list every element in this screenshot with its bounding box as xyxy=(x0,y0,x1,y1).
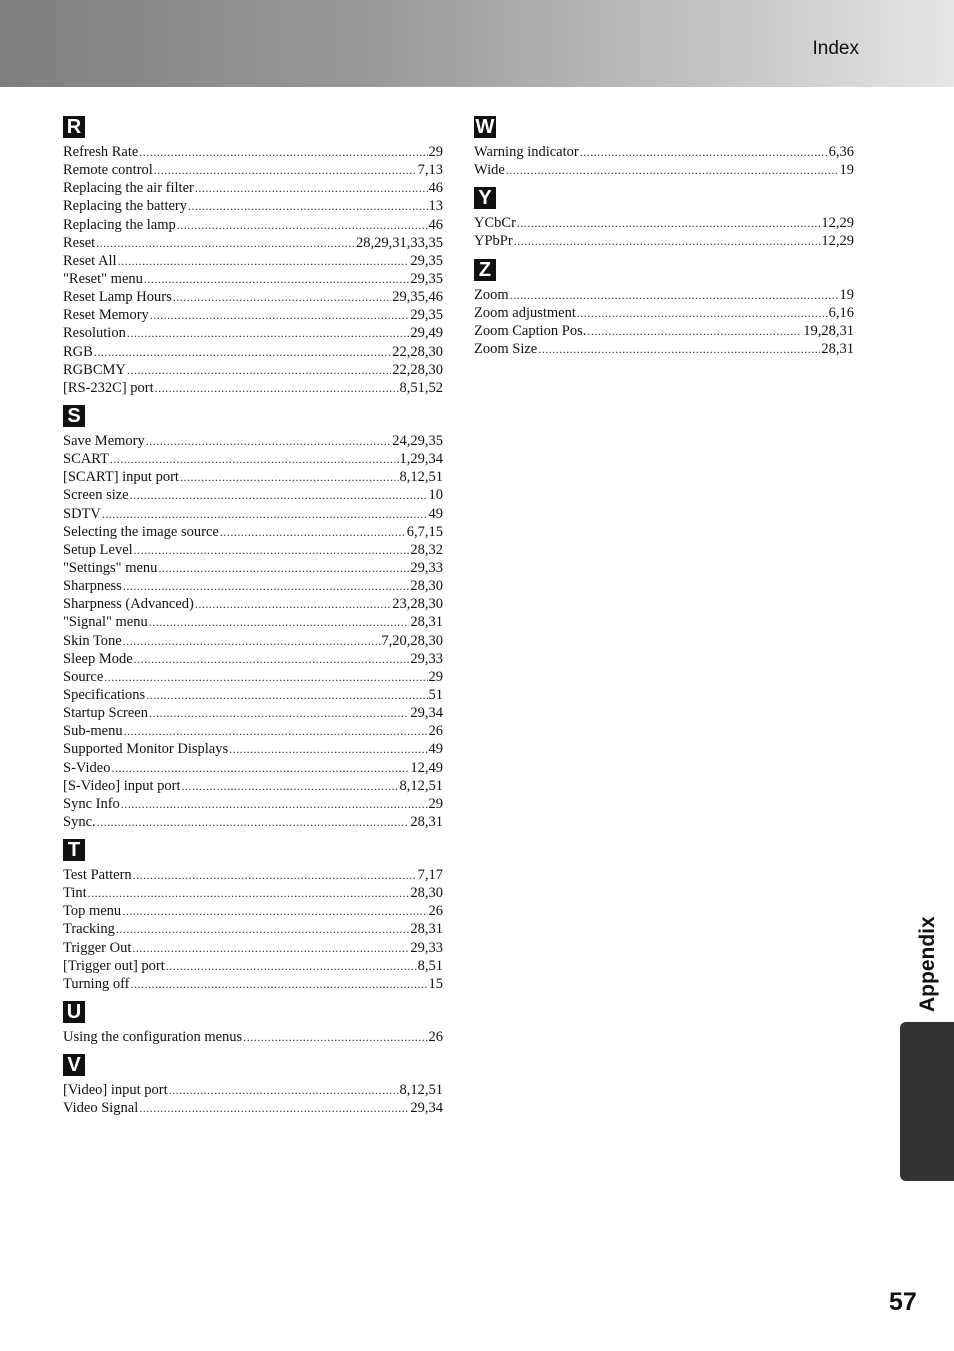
entry-pages: 28,32 xyxy=(410,541,443,558)
index-entry xyxy=(474,304,854,322)
entry-term: YPbPr xyxy=(474,233,513,250)
entry-term: Sub-menu xyxy=(63,723,123,740)
index-entry xyxy=(63,722,443,740)
entry-term: Reset Memory xyxy=(63,307,149,324)
entry-pages: 28,31 xyxy=(821,340,854,357)
entry-term: Replacing the lamp xyxy=(63,216,176,233)
entry-pages: 29,49 xyxy=(410,325,443,342)
section-letter: U xyxy=(63,1001,85,1023)
entry-pages: 29,35 xyxy=(410,252,443,269)
entry-term: [Video] input port xyxy=(63,1082,168,1099)
entry-pages: 1,29,34 xyxy=(399,451,443,468)
dot-leader xyxy=(169,1081,399,1099)
entry-term: Replacing the battery xyxy=(63,198,188,215)
dot-leader xyxy=(133,866,417,884)
index-entry xyxy=(474,340,854,358)
entry-list xyxy=(474,286,854,359)
entry-term: Source xyxy=(63,668,104,685)
index-entry xyxy=(63,595,443,613)
dot-leader xyxy=(88,884,410,902)
index-entry xyxy=(63,523,443,541)
entry-term: Top menu xyxy=(63,903,122,920)
index-entry xyxy=(63,777,443,795)
index-entry xyxy=(63,234,443,252)
entry-pages: 13 xyxy=(428,198,443,215)
index-column-left xyxy=(63,116,443,1125)
index-entry xyxy=(63,197,443,215)
index-entry xyxy=(63,902,443,920)
entry-pages: 29,35,46 xyxy=(392,289,443,306)
index-entry xyxy=(63,613,443,631)
entry-pages: 49 xyxy=(428,741,443,758)
dot-leader xyxy=(122,902,427,920)
dot-leader xyxy=(243,1028,427,1046)
dot-leader xyxy=(127,324,410,342)
dot-leader xyxy=(121,795,428,813)
index-entry xyxy=(63,795,443,813)
dot-leader xyxy=(146,686,427,704)
entry-term: [RS-232C] port xyxy=(63,379,154,396)
entry-pages: 29 xyxy=(428,795,443,812)
appendix-tab xyxy=(900,1022,954,1181)
dot-leader xyxy=(146,432,392,450)
entry-pages: 26 xyxy=(428,723,443,740)
entry-term: Specifications xyxy=(63,686,146,703)
entry-term: Zoom Size xyxy=(474,340,538,357)
section-letter: S xyxy=(63,405,85,427)
index-entry xyxy=(63,975,443,993)
entry-term: Selecting the image source xyxy=(63,523,219,540)
entry-term: Reset xyxy=(63,234,96,251)
appendix-label: Appendix xyxy=(916,916,939,1012)
section-letter: T xyxy=(63,839,85,861)
entry-term: Video Signal xyxy=(63,1100,139,1117)
dot-leader xyxy=(127,361,391,379)
index-entry xyxy=(474,143,854,161)
dot-leader xyxy=(229,740,427,758)
dot-leader xyxy=(517,214,820,232)
entry-term: SCART xyxy=(63,451,109,468)
index-entry xyxy=(63,143,443,161)
entry-list xyxy=(474,143,854,179)
dot-leader xyxy=(195,595,391,613)
entry-term: "Reset" menu xyxy=(63,270,143,287)
entry-term: [Trigger out] port xyxy=(63,957,165,974)
index-section-z xyxy=(474,259,854,359)
dot-leader xyxy=(134,541,410,559)
entry-pages: 6,7,15 xyxy=(406,523,443,540)
dot-leader xyxy=(94,343,391,361)
dot-leader xyxy=(220,523,406,541)
entry-pages: 29 xyxy=(428,668,443,685)
entry-term: Skin Tone xyxy=(63,632,122,649)
entry-term: Remote control xyxy=(63,162,153,179)
entry-term: Supported Monitor Displays xyxy=(63,741,229,758)
index-entry xyxy=(474,322,854,340)
entry-pages: 23,28,30 xyxy=(392,596,443,613)
entry-term: Replacing the air filter xyxy=(63,180,194,197)
dot-leader xyxy=(130,486,428,504)
dot-leader xyxy=(158,559,409,577)
section-letter: R xyxy=(63,116,85,138)
dot-leader xyxy=(506,161,839,179)
entry-term: Resolution xyxy=(63,325,126,342)
index-entry xyxy=(63,577,443,595)
index-entry xyxy=(63,270,443,288)
entry-pages: 8,12,51 xyxy=(399,777,443,794)
entry-pages: 6,16 xyxy=(828,304,854,321)
page-header-band xyxy=(0,0,954,87)
entry-term: Sharpness xyxy=(63,578,122,595)
entry-pages: 12,29 xyxy=(821,215,854,232)
index-section-v xyxy=(63,1054,443,1117)
entry-term: [S-Video] input port xyxy=(63,777,181,794)
index-column-right xyxy=(474,116,854,366)
index-entry xyxy=(63,450,443,468)
entry-pages: 8,51 xyxy=(417,957,443,974)
entry-pages: 28,30 xyxy=(410,578,443,595)
index-entry xyxy=(63,1081,443,1099)
dot-leader xyxy=(116,920,410,938)
entry-term: Turning off xyxy=(63,975,130,992)
index-section-u xyxy=(63,1001,443,1046)
entry-pages: 29 xyxy=(428,144,443,160)
dot-leader xyxy=(124,722,428,740)
dot-leader xyxy=(149,613,410,631)
dot-leader xyxy=(139,143,427,161)
entry-pages: 22,28,30 xyxy=(392,361,443,378)
entry-term: Save Memory xyxy=(63,432,145,449)
index-section-t xyxy=(63,839,443,993)
entry-pages: 22,28,30 xyxy=(392,343,443,360)
index-entry xyxy=(63,1099,443,1117)
entry-pages: 12,29 xyxy=(821,233,854,250)
index-entry xyxy=(63,432,443,450)
section-letter: Z xyxy=(474,259,496,281)
dot-leader xyxy=(149,704,409,722)
entry-pages: 19 xyxy=(839,162,854,179)
index-entry xyxy=(63,306,443,324)
entry-pages: 15 xyxy=(428,975,443,992)
section-letter: W xyxy=(475,116,495,138)
entry-pages: 8,51,52 xyxy=(399,379,443,396)
index-entry xyxy=(63,668,443,686)
dot-leader xyxy=(538,340,820,358)
entry-pages: 12,49 xyxy=(410,759,443,776)
entry-pages: 7,13 xyxy=(417,162,443,179)
index-entry xyxy=(63,650,443,668)
dot-leader xyxy=(587,322,802,340)
entry-pages: 7,17 xyxy=(417,867,443,884)
index-entry xyxy=(63,505,443,523)
index-entry xyxy=(63,361,443,379)
dot-leader xyxy=(102,505,428,523)
index-entry xyxy=(63,216,443,234)
entry-list xyxy=(63,1081,443,1117)
entry-pages: 29,35 xyxy=(410,307,443,324)
entry-term: SDTV xyxy=(63,505,101,522)
index-entry xyxy=(474,161,854,179)
entry-pages: 28,31 xyxy=(410,813,443,830)
entry-term: Setup Level xyxy=(63,541,133,558)
entry-term: Zoom xyxy=(474,286,509,303)
index-entry xyxy=(63,161,443,179)
index-entry xyxy=(63,866,443,884)
entry-list xyxy=(63,143,443,397)
index-entry xyxy=(63,813,443,831)
entry-term: Refresh Rate xyxy=(63,144,139,160)
dot-leader xyxy=(180,468,399,486)
entry-pages: 7,20,28,30 xyxy=(381,632,443,649)
dot-leader xyxy=(173,288,392,306)
entry-term: Reset Lamp Hours xyxy=(63,289,172,306)
entry-list xyxy=(63,866,443,993)
index-section-s xyxy=(63,405,443,831)
page-number: 57 xyxy=(889,1288,917,1316)
entry-pages: 26 xyxy=(428,903,443,920)
dot-leader xyxy=(580,143,828,161)
index-entry xyxy=(63,884,443,902)
dot-leader xyxy=(510,286,839,304)
index-entry xyxy=(63,686,443,704)
entry-pages: 46 xyxy=(428,180,443,197)
dot-leader xyxy=(104,668,427,686)
dot-leader xyxy=(514,232,821,250)
entry-pages: 24,29,35 xyxy=(392,432,443,449)
dot-leader xyxy=(182,777,399,795)
index-entry xyxy=(63,920,443,938)
index-entry xyxy=(63,632,443,650)
index-entry xyxy=(63,252,443,270)
dot-leader xyxy=(111,759,409,777)
index-entry xyxy=(63,1028,443,1046)
dot-leader xyxy=(118,252,410,270)
entry-term: Warning indicator xyxy=(474,144,579,160)
dot-leader xyxy=(123,632,381,650)
index-entry xyxy=(63,939,443,957)
section-letter: Y xyxy=(474,187,496,209)
dot-leader xyxy=(97,813,410,831)
index-entry xyxy=(63,379,443,397)
index-entry xyxy=(63,468,443,486)
entry-term: Wide xyxy=(474,162,505,179)
entry-term: Sharpness (Advanced) xyxy=(63,596,194,613)
index-entry xyxy=(63,288,443,306)
index-entry xyxy=(63,759,443,777)
entry-pages: 29,35 xyxy=(410,270,443,287)
dot-leader xyxy=(166,957,417,975)
index-entry xyxy=(63,541,443,559)
index-entry xyxy=(63,957,443,975)
entry-pages: 6,36 xyxy=(828,144,854,160)
entry-term: S-Video xyxy=(63,759,111,776)
entry-term: Sync. xyxy=(63,813,96,830)
entry-term: [SCART] input port xyxy=(63,469,179,486)
index-entry xyxy=(63,740,443,758)
index-entry xyxy=(63,559,443,577)
dot-leader xyxy=(144,270,409,288)
entry-term: Trigger Out xyxy=(63,939,132,956)
dot-leader xyxy=(139,1099,409,1117)
entry-pages: 51 xyxy=(428,686,443,703)
index-entry xyxy=(474,214,854,232)
entry-term: Reset All xyxy=(63,252,117,269)
entry-pages: 29,33 xyxy=(410,939,443,956)
entry-pages: 46 xyxy=(428,216,443,233)
dot-leader xyxy=(155,379,399,397)
entry-term: "Settings" menu xyxy=(63,559,158,576)
dot-leader xyxy=(188,197,427,215)
index-entry xyxy=(63,179,443,197)
entry-term: Tracking xyxy=(63,921,115,938)
entry-pages: 28,31 xyxy=(410,921,443,938)
dot-leader xyxy=(123,577,410,595)
entry-term: "Signal" menu xyxy=(63,614,148,631)
entry-pages: 28,31 xyxy=(410,614,443,631)
entry-term: Tint xyxy=(63,885,87,902)
entry-term: Zoom adjustment xyxy=(474,304,576,321)
entry-list xyxy=(474,214,854,250)
entry-pages: 8,12,51 xyxy=(399,469,443,486)
index-entry xyxy=(63,343,443,361)
dot-leader xyxy=(577,304,828,322)
entry-pages: 29,34 xyxy=(410,1100,443,1117)
entry-term: Test Pattern xyxy=(63,867,132,884)
section-letter: V xyxy=(63,1054,85,1076)
index-section-w xyxy=(474,116,854,179)
entry-pages: 10 xyxy=(428,487,443,504)
entry-list xyxy=(63,432,443,831)
entry-pages: 49 xyxy=(428,505,443,522)
dot-leader xyxy=(132,939,409,957)
entry-pages: 29,33 xyxy=(410,559,443,576)
entry-term: Startup Screen xyxy=(63,705,148,722)
entry-term: Zoom Caption Pos. xyxy=(474,322,587,339)
index-section-y xyxy=(474,187,854,250)
index-entry xyxy=(63,486,443,504)
dot-leader xyxy=(150,306,410,324)
dot-leader xyxy=(177,216,428,234)
index-entry xyxy=(63,704,443,722)
entry-term: Sleep Mode xyxy=(63,650,133,667)
entry-pages: 29,34 xyxy=(410,705,443,722)
dot-leader xyxy=(195,179,428,197)
entry-pages: 26 xyxy=(428,1029,443,1046)
entry-pages: 19 xyxy=(839,286,854,303)
entry-pages: 28,30 xyxy=(410,885,443,902)
entry-term: Screen size xyxy=(63,487,129,504)
entry-term: Sync Info xyxy=(63,795,120,812)
entry-term: YCbCr xyxy=(474,215,516,232)
entry-term: Using the configuration menus xyxy=(63,1029,243,1046)
index-entry xyxy=(63,324,443,342)
dot-leader xyxy=(96,234,355,252)
dot-leader xyxy=(134,650,410,668)
entry-pages: 8,12,51 xyxy=(399,1082,443,1099)
entry-pages: 29,33 xyxy=(410,650,443,667)
index-entry xyxy=(474,286,854,304)
entry-pages: 28,29,31,33,35 xyxy=(356,234,443,251)
index-section-r xyxy=(63,116,443,397)
entry-pages: 19,28,31 xyxy=(803,322,854,339)
dot-leader xyxy=(110,450,399,468)
dot-leader xyxy=(154,161,417,179)
entry-list xyxy=(63,1028,443,1046)
header-title: Index xyxy=(812,38,859,59)
index-entry xyxy=(474,232,854,250)
dot-leader xyxy=(130,975,427,993)
entry-term: RGB xyxy=(63,343,93,360)
entry-term: RGBCMY xyxy=(63,361,126,378)
